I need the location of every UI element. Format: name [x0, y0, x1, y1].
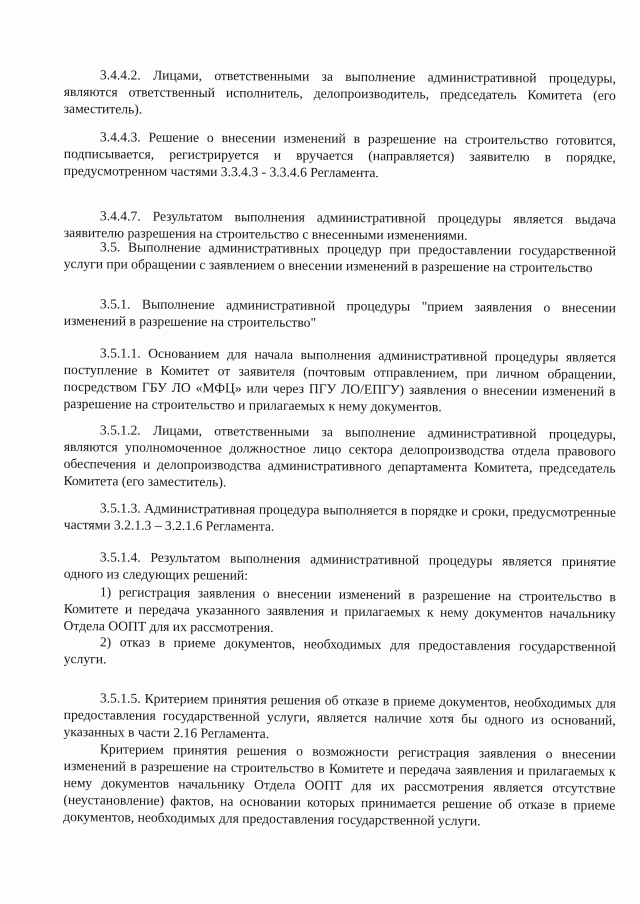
- list-item-1: 1) регистрация заявления о внесении изменений в разрешение на строительство в Комитете и передача указанного заявления и прилагаемых к нему документов начальнику Отдела ООПТ для их рассмотрения.: [63, 584, 616, 636]
- paragraph-3-4-4-2: 3.4.4.2. Лицами, ответственными за выполнение административной процедуры, являются ответственный исполнитель, делопроизводитель, председатель Комитета (его заместитель).: [63, 67, 616, 117]
- paragraph-3-4-4-7: 3.4.4.7. Результатом выполнения административной процедуры является выдача заявителю разрешения на строительство с внесенными изменениями.: [63, 208, 616, 243]
- paragraph-3-5-1-5: 3.5.1.5. Критерием принятия решения об отказе в приеме документов, необходимых для предоставления государственной услуги, является наличие хотя бы одного из оснований, указанных в части 2.16 Регламента.: [63, 690, 616, 742]
- paragraph-3-4-4-3: 3.4.4.3. Решение о внесении изменений в разрешение на строительство готовится, подписывается, регистрируется и вручается (направляется) заявителю в порядке, предусмотренном частями 3.3.4.3 - 3.3.4.6 Регламента.: [63, 129, 616, 181]
- paragraph-criterion: Критерием принятия решения о возможности регистрация заявления о внесении изменений в разрешение на строительство в Комитете и передача заявления и прилагаемых к нему документов начальнику Отдела ООПТ для их рассмотрения является отсутствие (неустановление) фактов, на основании которых принимается решение об отказе в приеме документов, необходимых для предоставления государственной услуги.: [63, 741, 616, 829]
- section-heading-3-5: 3.5. Выполнение административных процедур при предоставлении государственной услуги при обращении с заявлением о внесении изменений в разрешение на строительство: [63, 239, 616, 276]
- paragraph-3-5-1-2: 3.5.1.2. Лицами, ответственными за выполнение административной процедуры, являются уполномоченное должностное лицо сектора делопроизводства отдела правового обеспечения и делопроизводства административного департамента Комитета, председатель Комитета (его заместитель).: [63, 422, 616, 490]
- paragraph-3-5-1-3: 3.5.1.3. Административная процедура выполняется в порядке и сроки, предусмотренные частями 3.2.1.3 – 3.2.1.6 Регламента.: [63, 500, 616, 534]
- paragraph-3-5-1-4: 3.5.1.4. Результатом выполнения административной процедуры является принятие одного из следующих решений:: [63, 549, 616, 583]
- paragraph-3-5-1: 3.5.1. Выполнение административной процедуры "прием заявления о внесении изменений в разрешение на строительство": [63, 296, 616, 330]
- list-item-2: 2) отказ в приеме документов, необходимых для предоставления государственной услуги.: [63, 634, 616, 667]
- paragraph-3-5-1-1: 3.5.1.1. Основанием для начала выполнения административной процедуры является поступление в Комитет от заявителя (почтовым отправлением, при личном обращении, посредством ГБУ ЛО «МФЦ» или через ПГУ ЛО/ЕПГУ) заявления о внесении изменений в разрешение на строительство и прилагаемых к нему документов.: [63, 345, 616, 415]
